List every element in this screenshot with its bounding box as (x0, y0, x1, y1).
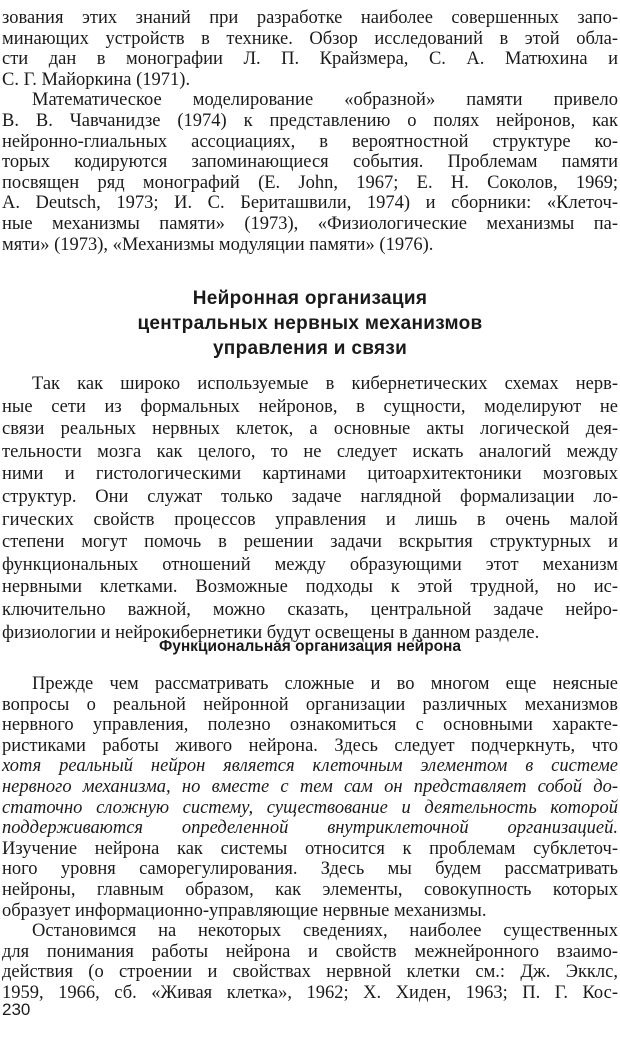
text-line: С. Г. Майоркина (1971). (2, 69, 191, 90)
text-line: В. В. Чавчанидзе (1974) к представлению о полях нейронов, как (2, 110, 618, 131)
text-line: Прежде чем рассматривать сложные и во многом еще неясные (32, 674, 618, 694)
text-line: нейроны, главным образом, как элементы, совокупность которых (2, 879, 618, 900)
paragraph-section (2, 373, 618, 644)
text-line: сти дан в монографии Л. П. Крайзмера, С. А. Матюхина и (2, 49, 618, 70)
text-line: ные механизмы памяти» (1973), «Физиологические механизмы па- (2, 213, 618, 234)
text-line: 1959, 1966, сб. «Живая клетка», 1962; Х. Хиден, 1963; П. Г. Кос- (2, 982, 618, 1003)
text-line: зования этих знаний при разработке наиболее совершенных запо- (2, 8, 618, 28)
paragraph-neuron (2, 674, 618, 1004)
text-line: A. Deutsch, 1973; И. С. Бериташвили, 1974) и сборники: «Клеточ- (2, 193, 618, 214)
subsection-heading: Функциональная организация нейрона (158, 638, 462, 655)
text-line: ные сети из формальных нейронов, в сущности, моделируют не (2, 396, 618, 417)
text-line: нервными клетками. Возможные подходы к этой трудной, но ис- (2, 577, 618, 598)
text-line: Так как широко используемые в кибернетических схемах нерв- (32, 374, 618, 394)
text-line: статочно сложную систему, существование и деятельность которой (2, 797, 618, 818)
text-line: мяти» (1973), «Механизмы модуляции памяти» (1976). (2, 234, 434, 255)
section-heading-line: управления и связи (212, 338, 408, 359)
text-line: структур. Они служат только задаче наглядной формализации ло- (2, 486, 618, 507)
text-line: вопросы о реальной нейронной организации различных механизмов (2, 694, 618, 715)
text-line: степени могут помочь в решении задачи вскрытия структурных и (2, 532, 618, 553)
text-line: хотя реальный нейрон является клеточным элементом в системе (2, 756, 618, 777)
text-line: нейронно-глиальных ассоциациях, в вероятностной структуре ко- (2, 131, 618, 152)
text-line: Остановимся на некоторых сведениях, наиболее существенных (32, 921, 618, 942)
text-line: гических свойств процессов управления и лишь в очень малой (2, 509, 618, 530)
text-line: минающих устройств в технике. Обзор исследований в этой обла- (2, 28, 618, 49)
section-heading-line: центральных нервных механизмов (137, 313, 483, 334)
text-line: посвящен ряд монографий (E. John, 1967; Е. Н. Соколов, 1969; (2, 172, 618, 193)
paragraph-intro (2, 8, 618, 255)
text-line: связи реальных нервных клеток, а основные акты логической дея- (2, 419, 618, 440)
text-line: ними и гистологическими картинами цитоархитектоники мозговых (2, 464, 618, 485)
text-line: Изучение нейрона как системы относится к проблемам субклеточ- (2, 838, 618, 859)
section-heading-line: Нейронная организация (192, 288, 428, 309)
section-heading (0, 286, 620, 361)
text-line: нервного управления, полезно ознакомиться с основными характе- (2, 715, 618, 736)
text-line: торых кодируются запоминающиеся события. Проблемам памяти (2, 152, 618, 173)
text-line: нервного механизма, но вместе с тем сам он представляет собой до- (2, 776, 618, 797)
text-line: Математическое моделирование «образной» памяти привело (32, 90, 618, 111)
text-line: для понимания работы нейрона и свойств межнейронного взаимо- (2, 941, 618, 962)
text-line: ключительно важной, можно сказать, центральной задаче нейро- (2, 599, 618, 620)
text-line: действия (о строении и свойствах нервной клетки см.: Дж. Экклс, (2, 962, 618, 983)
page-number: 230 (2, 1000, 31, 1019)
text-line: поддерживаются определенной внутриклеточной организацией. (2, 818, 618, 839)
text-line: ристиками работы живого нейрона. Здесь следует подчеркнуть, что (2, 735, 618, 756)
text-line: образует информационно-управляющие нервные механизмы. (2, 900, 487, 921)
text-line: тельности мозга как целого, то не следует искать аналогий между (2, 441, 618, 462)
text-line: физиологии и нейрокибернетики будут освещены в данном разделе. (2, 622, 540, 643)
text-line: функциональных отношений между образующими этот механизм (2, 554, 618, 575)
text-line: ного уровня саморегулирования. Здесь мы будем рассматривать (2, 859, 618, 880)
